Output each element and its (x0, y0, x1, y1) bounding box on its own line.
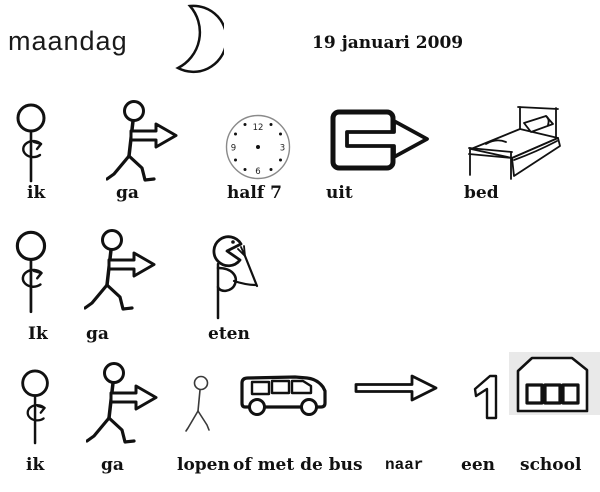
word-label: half 7 (227, 183, 282, 203)
word-label: eten (208, 324, 250, 344)
school-building-icon (509, 352, 600, 415)
exit-arrow-icon (330, 108, 430, 172)
word-label: lopen (177, 455, 230, 475)
word-label: Ik (28, 324, 48, 344)
school-panel (509, 352, 600, 415)
person-self-arrow-icon (15, 369, 57, 445)
crescent-moon-icon (152, 2, 224, 80)
clock-number: 6 (255, 167, 261, 177)
word-label: school (520, 455, 582, 475)
clock-face-icon (224, 113, 292, 181)
word-label: naar (385, 456, 424, 474)
person-self-arrow-icon (9, 230, 55, 314)
right-arrow-icon (353, 371, 439, 405)
person-walking-right-arrow-icon (84, 229, 156, 315)
word-label: ga (86, 324, 109, 344)
word-label: een (461, 455, 495, 475)
bus-icon (237, 373, 329, 419)
word-label: uit (326, 183, 353, 203)
clock-number: 12 (252, 123, 264, 133)
word-label: ik (27, 183, 46, 203)
word-label: of met de bus (233, 455, 363, 475)
date-label: 19 januari 2009 (312, 33, 464, 53)
person-eating-icon (208, 234, 263, 322)
person-walking-right-arrow-icon (86, 362, 158, 448)
clock-number: 9 (230, 143, 237, 154)
stick-figure-walking-icon (184, 375, 220, 445)
day-label: maandag (8, 26, 128, 56)
word-label: ga (116, 183, 139, 203)
person-self-arrow-icon (10, 103, 54, 183)
word-label: ik (26, 455, 45, 475)
bed-icon (458, 96, 568, 180)
word-label: ga (101, 455, 124, 475)
number-one-icon (468, 374, 500, 420)
clock-number: 3 (279, 143, 286, 154)
person-walking-right-arrow-icon (106, 100, 178, 186)
word-label: bed (464, 183, 499, 203)
